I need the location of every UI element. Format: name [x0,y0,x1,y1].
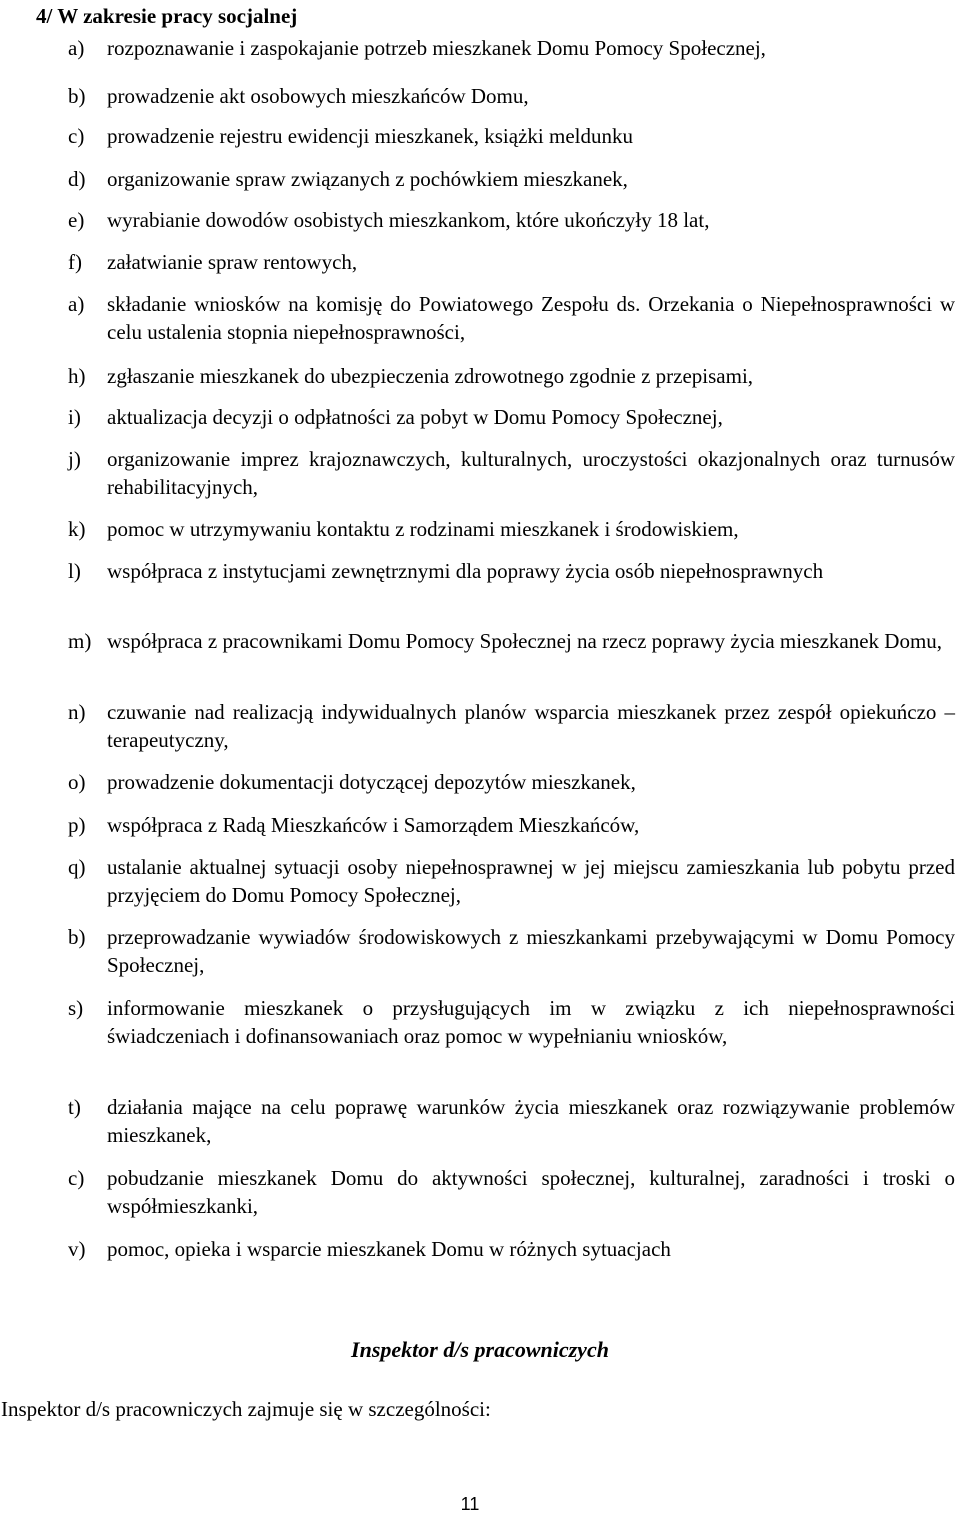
list-item-text: organizowanie spraw związanych z pochówkiem mieszkanek, [107,167,628,191]
list-marker: p) [68,813,86,837]
list-item-text: współpraca z instytucjami zewnętrznymi dla poprawy życia osób niepełnosprawnych [107,559,824,583]
list-item [68,994,955,1050]
list-item-text: działania mające na celu poprawę warunków życia mieszkanek oraz rozwiązywanie problemów mieszkanek, [107,1095,955,1147]
list-item-text: prowadzenie akt osobowych mieszkańców Domu, [107,84,529,108]
list-item [68,290,955,346]
list-item-text: informowanie mieszkanek o przysługujących im w związku z ich niepełnosprawności świadczeniach i dofinansowaniach oraz pomoc w wypełnianiu wniosków, [107,996,955,1048]
list-item [68,122,955,150]
list-item [68,1164,955,1220]
list-item [68,165,955,193]
list-item-text: pomoc, opieka i wsparcie mieszkanek Domu w różnych sytuacjach [107,1237,671,1261]
section-subtitle: Inspektor d/s pracowniczych [351,1337,609,1362]
list-item [68,445,955,501]
list-item [68,34,955,62]
list-item-text: załatwianie spraw rentowych, [107,250,358,274]
list-item-text: rozpoznawanie i zaspokajanie potrzeb mieszkanek Domu Pomocy Społecznej, [107,36,766,60]
list-item [68,768,955,796]
list-item-text: ustalanie aktualnej sytuacji osoby niepełnosprawnej w jej miejscu zamieszkania lub pobytu przed przyjęciem do Domu Pomocy Społecznej, [107,855,955,907]
list-item-text: zgłaszanie mieszkanek do ubezpieczenia zdrowotnego zgodnie z przepisami, [107,364,754,388]
list-item-text: przeprowadzanie wywiadów środowiskowych z mieszkankami przebywającymi w Domu Pomocy Społecznej, [107,925,955,977]
list-marker: f) [68,250,82,274]
list-item-text: organizowanie imprez krajoznawczych, kulturalnych, uroczystości okazjonalnych oraz turnusów rehabilitacyjnych, [107,447,955,499]
list-item [68,362,955,390]
list-marker: l) [68,559,81,583]
list-item-text: czuwanie nad realizacją indywidualnych planów wsparcia mieszkanek przez zespół opiekuńczo – terapeutyczny, [107,700,955,752]
list-item [68,853,955,909]
list-marker: h) [68,364,86,388]
list-marker: c) [68,124,85,148]
list-marker: s) [68,996,84,1020]
intro-paragraph: Inspektor d/s pracowniczych zajmuje się w szczególności: [1,1397,491,1421]
list-item [68,403,955,431]
list-marker: o) [68,770,86,794]
list-marker: a) [68,36,85,60]
section-heading: 4/ W zakresie pracy socjalnej [36,4,298,28]
list-marker: m) [68,629,92,653]
list-item [68,206,955,234]
list-item [68,248,955,276]
list-item-text: współpraca z pracownikami Domu Pomocy Społecznej na rzecz poprawy życia mieszkanek Domu, [107,629,943,653]
page-number: 11 [460,1494,480,1514]
list-item [68,627,955,655]
list-marker: a) [68,292,85,316]
list-marker: v) [68,1237,86,1261]
list-marker: q) [68,855,86,879]
list-marker: b) [68,925,86,949]
list-marker: n) [68,700,86,724]
list-item [68,811,955,839]
list-item [68,698,955,754]
list-marker: t) [68,1095,81,1119]
list-item [68,82,955,110]
list-item-text: prowadzenie rejestru ewidencji mieszkanek, książki meldunku [107,124,633,148]
list-item [68,515,955,543]
list-item [68,923,955,979]
list-item [68,557,955,585]
list-marker: k) [68,517,86,541]
list-marker: d) [68,167,86,191]
list-item-text: pomoc w utrzymywaniu kontaktu z rodzinami mieszkanek i środowiskiem, [107,517,739,541]
list-item-text: aktualizacja decyzji o odpłatności za pobyt w Domu Pomocy Społecznej, [107,405,723,429]
list-item [68,1235,955,1263]
list-item-text: składanie wniosków na komisję do Powiatowego Zespołu ds. Orzekania o Niepełnosprawności w celu ustalenia stopnia niepełnosprawności, [107,292,955,344]
list-marker: b) [68,84,86,108]
list-item-text: współpraca z Radą Mieszkańców i Samorządem Mieszkańców, [107,813,640,837]
list-marker: e) [68,208,85,232]
list-marker: c) [68,1166,85,1190]
list-item-text: pobudzanie mieszkanek Domu do aktywności społecznej, kulturalnej, zaradności i troski o współmieszkanki, [107,1166,955,1218]
list-item-text: wyrabianie dowodów osobistych mieszkankom, które ukończyły 18 lat, [107,208,710,232]
list-item-text: prowadzenie dokumentacji dotyczącej depozytów mieszkanek, [107,770,636,794]
list-marker: j) [68,447,81,471]
list-item [68,1093,955,1149]
list-marker: i) [68,405,81,429]
